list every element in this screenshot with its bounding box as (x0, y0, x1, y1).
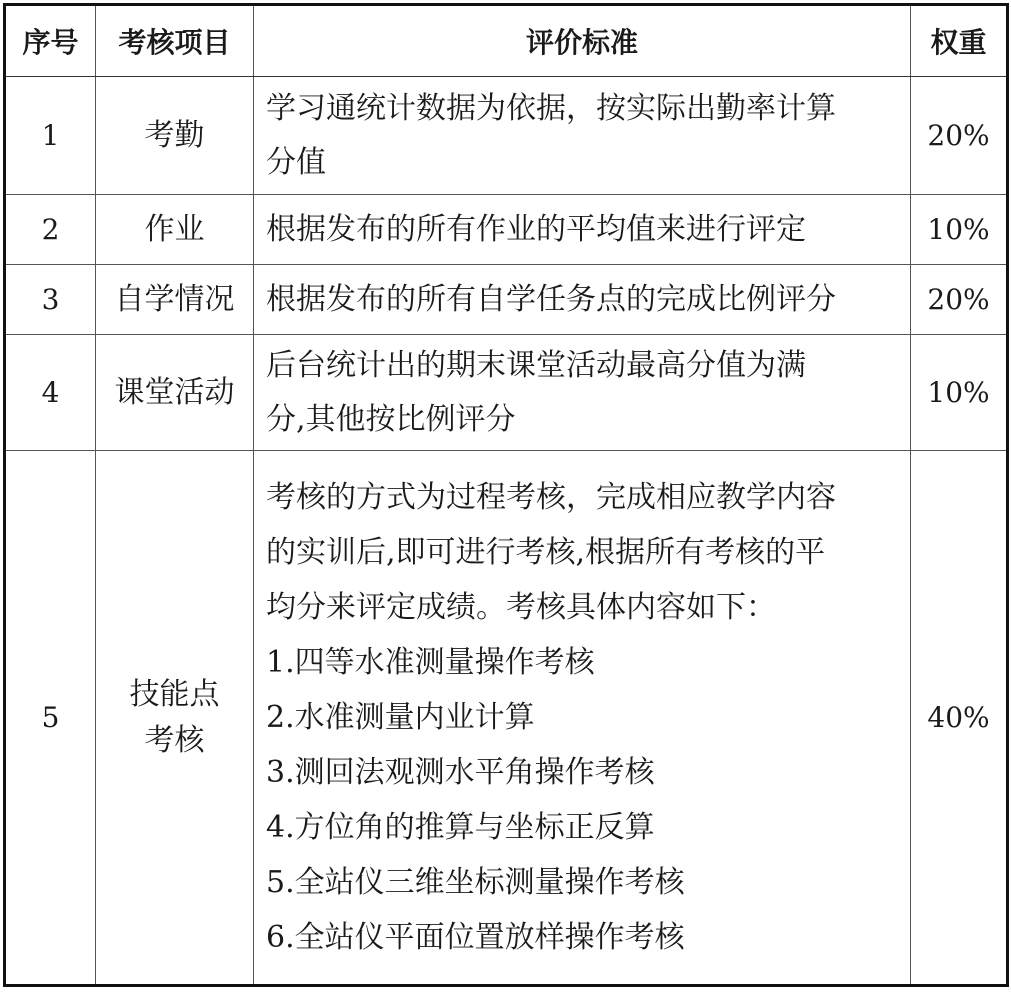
row-weight: 20% (911, 265, 1008, 335)
table-row (5, 265, 1008, 335)
row-weight: 10% (911, 195, 1008, 265)
criteria-line: 6.全站仪平面位置放样操作考核 (266, 920, 685, 955)
criteria-line: 分,其他按比例评分 (266, 401, 516, 437)
row-item (96, 265, 254, 335)
row-no: 4 (5, 335, 96, 451)
header-criteria: 评价标准 (254, 5, 911, 77)
criteria-line: 均分来评定成绩。考核具体内容如下： (266, 590, 776, 625)
header-row (5, 5, 1008, 77)
table-row (5, 195, 1008, 265)
header-no: 序号 (5, 5, 96, 77)
criteria-line: 4.方位角的推算与坐标正反算 (266, 810, 655, 845)
table-row (5, 77, 1008, 195)
row-item (96, 77, 254, 195)
criteria-line: 根据发布的所有自学任务点的完成比例评分 (266, 281, 836, 317)
assessment-table (3, 3, 1009, 987)
row-no: 5 (5, 451, 96, 986)
criteria-line: 考核的方式为过程考核，完成相应教学内容 (266, 480, 836, 515)
row-item (96, 195, 254, 265)
row-no: 3 (5, 265, 96, 335)
row-criteria (254, 335, 911, 451)
row-no: 2 (5, 195, 96, 265)
row-criteria (254, 265, 911, 335)
criteria-line: 后台统计出的期末课堂活动最高分值为满 (266, 347, 806, 383)
row-weight: 40% (911, 451, 1008, 986)
criteria-line: 学习通统计数据为依据，按实际出勤率计算 (266, 90, 836, 126)
criteria-line: 5.全站仪三维坐标测量操作考核 (266, 865, 685, 900)
row-criteria (254, 451, 911, 986)
row-weight: 10% (911, 335, 1008, 451)
table-row (5, 335, 1008, 451)
item-line: 考勤 (144, 117, 205, 153)
item-line: 课堂活动 (114, 374, 235, 410)
header-item: 考核项目 (96, 5, 254, 77)
item-line: 考核 (144, 722, 205, 758)
criteria-line: 2.水准测量内业计算 (266, 700, 535, 735)
criteria-line: 1.四等水准测量操作考核 (266, 645, 595, 680)
row-criteria (254, 77, 911, 195)
row-item (96, 451, 254, 986)
criteria-line: 3.测回法观测水平角操作考核 (266, 755, 655, 790)
header-weight: 权重 (911, 5, 1008, 77)
row-item (96, 335, 254, 451)
item-line: 技能点 (129, 676, 220, 712)
row-weight: 20% (911, 77, 1008, 195)
row-no: 1 (5, 77, 96, 195)
item-line: 作业 (144, 211, 205, 247)
criteria-line: 分值 (266, 144, 326, 180)
table-row (5, 451, 1008, 986)
criteria-line: 的实训后,即可进行考核,根据所有考核的平 (266, 535, 826, 570)
item-line: 自学情况 (114, 281, 235, 317)
criteria-line: 根据发布的所有作业的平均值来进行评定 (266, 211, 806, 247)
row-criteria (254, 195, 911, 265)
